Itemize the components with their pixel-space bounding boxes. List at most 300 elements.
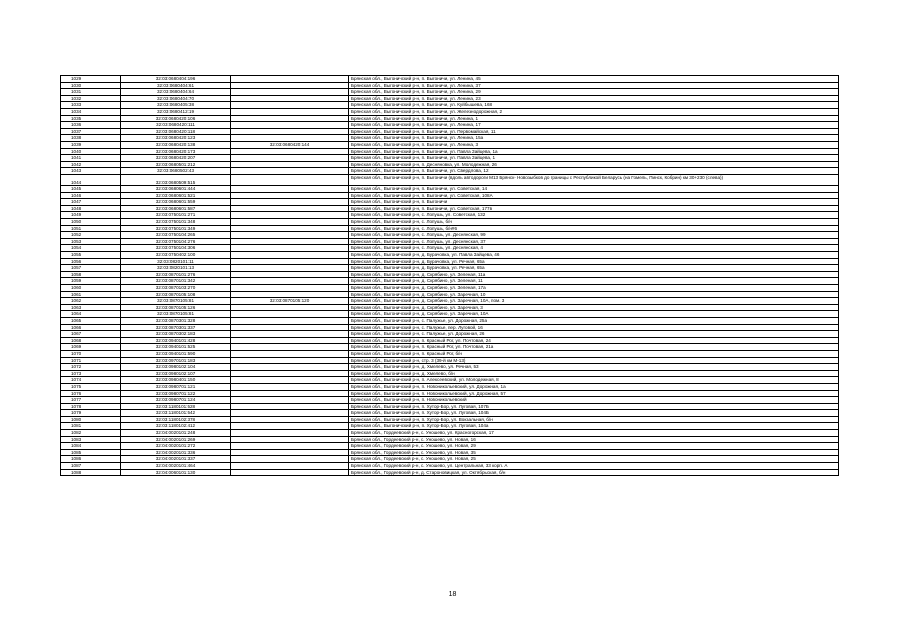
address-cell: Брянская обл., Выгоничский р-н, п. Выгоничи, ул. Советская, 14 xyxy=(349,186,839,193)
address-cell: Брянская обл., Выгоничский р-н, с. Лопушь, б/н#6 xyxy=(349,225,839,232)
cadastral-number-cell: 32:03:0680420:138 xyxy=(121,141,231,148)
address-cell: Брянская обл., Выгоничский р-н, д. Скрябино, ул. Зеленая, 11 xyxy=(349,278,839,285)
table-row xyxy=(61,298,839,305)
table-row xyxy=(61,76,839,83)
row-number-cell: 1079 xyxy=(61,410,121,417)
cadastral-number-cell: 32:03:0980401:150 xyxy=(121,377,231,384)
address-cell: Брянская обл., Выгоничский р-н, с. Лопушь, ул. Советская, 132 xyxy=(349,212,839,219)
row-number-cell: 1036 xyxy=(61,122,121,129)
cadastral-number-cell: 32:03:0940101:428 xyxy=(121,337,231,344)
previous-cadastral-number-cell xyxy=(231,115,349,122)
previous-cadastral-number-cell xyxy=(231,199,349,206)
row-number-cell: 1042 xyxy=(61,161,121,168)
address-cell: Брянская обл., Выгоничский р-н, п. Выгоничи xyxy=(349,199,839,206)
table-row xyxy=(61,265,839,272)
cadastral-number-cell: 32:03:0680405:38 xyxy=(121,102,231,109)
row-number-cell: 1049 xyxy=(61,212,121,219)
cadastral-number-cell: 32:03:0820101:13 xyxy=(121,265,231,272)
previous-cadastral-number-cell xyxy=(231,383,349,390)
table-row xyxy=(61,174,839,185)
address-cell: Брянская обл., Выгоничский р-н, п. Выгоничи, ул. Ленина, 23 xyxy=(349,95,839,102)
cadastral-number-cell: 32:03:0680420:173 xyxy=(121,148,231,155)
row-number-cell: 1063 xyxy=(61,304,121,311)
previous-cadastral-number-cell xyxy=(231,291,349,298)
previous-cadastral-number-cell xyxy=(231,410,349,417)
table-row xyxy=(61,463,839,470)
table-row xyxy=(61,148,839,155)
previous-cadastral-number-cell xyxy=(231,232,349,239)
row-number-cell: 1077 xyxy=(61,397,121,404)
cadastral-number-cell: 32:03:0750402:100 xyxy=(121,252,231,259)
row-number-cell: 1086 xyxy=(61,456,121,463)
row-number-cell: 1069 xyxy=(61,344,121,351)
row-number-cell: 1062 xyxy=(61,298,121,305)
address-cell: Брянская обл., Гордеевский р-н, с. Уношево, ул. Новая, 35 xyxy=(349,449,839,456)
address-cell: Брянская обл., Выгоничский р-н, п. Выгоничи, ул. Ленина, 3 xyxy=(349,141,839,148)
address-cell: Брянская обл., Выгоничский р-н, д. Бурачовка, ул. Речная, 65а xyxy=(349,258,839,265)
cadastral-number-cell: 32:04:0060101:130 xyxy=(121,469,231,476)
previous-cadastral-number-cell xyxy=(231,192,349,199)
address-cell: Брянская обл., Выгоничский р-н, д. Хмелево, б/н xyxy=(349,370,839,377)
address-cell: Брянская обл., Выгоничский р-н, п. Выгоничи, ул. Советская, 108А xyxy=(349,192,839,199)
address-cell: Брянская обл., Выгоничский р-н, д. Скрябино, ул. Зеленая, 17а xyxy=(349,285,839,292)
address-cell: Брянская обл., Выгоничский р-н, д. Скрябино, ул. Зеленая, 11а xyxy=(349,271,839,278)
table-row xyxy=(61,168,839,175)
address-cell: Брянская обл., Выгоничский р-н, п. Выгоничи, ул. Первомайская, 11 xyxy=(349,128,839,135)
table-row xyxy=(61,186,839,193)
previous-cadastral-number-cell xyxy=(231,122,349,129)
row-number-cell: 1082 xyxy=(61,430,121,437)
row-number-cell: 1034 xyxy=(61,108,121,115)
address-cell: Брянская обл., Гордеевский р-н, д. Староновицкая, ул. Октябрьская, б/н xyxy=(349,469,839,476)
table-row xyxy=(61,82,839,89)
cadastral-number-cell: 32:03:0750101:348 xyxy=(121,219,231,226)
row-number-cell: 1052 xyxy=(61,232,121,239)
row-number-cell: 1084 xyxy=(61,443,121,450)
previous-cadastral-number-cell xyxy=(231,258,349,265)
previous-cadastral-number-cell xyxy=(231,225,349,232)
table-row xyxy=(61,258,839,265)
cadastral-number-cell: 32:03:0940101:590 xyxy=(121,350,231,357)
table-row xyxy=(61,430,839,437)
cadastral-number-cell: 32:03:0680404:196 xyxy=(121,76,231,83)
previous-cadastral-number-cell xyxy=(231,469,349,476)
previous-cadastral-number-cell xyxy=(231,331,349,338)
previous-cadastral-number-cell xyxy=(231,155,349,162)
cadastral-number-cell: 32:03:0750104:276 xyxy=(121,238,231,245)
cadastral-number-cell: 32:03:0980102:107 xyxy=(121,370,231,377)
previous-cadastral-number-cell xyxy=(231,161,349,168)
row-number-cell: 1060 xyxy=(61,285,121,292)
row-number-cell: 1047 xyxy=(61,199,121,206)
cadastral-number-cell: 32:03:0680412:19 xyxy=(121,108,231,115)
table-row xyxy=(61,135,839,142)
address-cell: Брянская обл., Выгоничский р-н, с. Палужье, пер. Луговой, 16 xyxy=(349,324,839,331)
table-row xyxy=(61,423,839,430)
address-cell: Брянская обл., Выгоничский р-н, с. Лопушь, ул. Деснянская, 37 xyxy=(349,238,839,245)
row-number-cell: 1056 xyxy=(61,258,121,265)
table-row xyxy=(61,271,839,278)
cadastral-number-cell: 32:03:0870301:337 xyxy=(121,324,231,331)
table-row xyxy=(61,304,839,311)
address-cell: Брянская обл., Выгоничский р-н, стр. 3 (39-й км М-13) xyxy=(349,357,839,364)
table-row xyxy=(61,128,839,135)
address-cell: Брянская обл., Выгоничский р-н, п. Выгоничи, ул. Ленина, 1 xyxy=(349,115,839,122)
cadastral-number-cell: 32:03:0750101:271 xyxy=(121,212,231,219)
previous-cadastral-number-cell xyxy=(231,205,349,212)
row-number-cell: 1058 xyxy=(61,271,121,278)
address-cell: Брянская обл., Выгоничский р-н, п. Хутор-Бор, ул. Луговая, 104Б xyxy=(349,410,839,417)
row-number-cell: 1061 xyxy=(61,291,121,298)
row-number-cell: 1035 xyxy=(61,115,121,122)
address-cell: Брянская обл., Выгоничский р-н, п. Новоникольевский xyxy=(349,397,839,404)
cadastral-number-cell: 32:04:0020101:269 xyxy=(121,436,231,443)
previous-cadastral-number-cell xyxy=(231,337,349,344)
previous-cadastral-number-cell xyxy=(231,364,349,371)
cadastral-number-cell: 32:03:0680404:64 xyxy=(121,89,231,96)
cadastral-number-cell: 32:03:0980701:121 xyxy=(121,383,231,390)
previous-cadastral-number-cell xyxy=(231,102,349,109)
address-cell: Брянская обл., Выгоничский р-н, п. Красный Рог, ул. Почтовая, 21а xyxy=(349,344,839,351)
table-row xyxy=(61,212,839,219)
table-row xyxy=(61,357,839,364)
row-number-cell: 1037 xyxy=(61,128,121,135)
row-number-cell: 1055 xyxy=(61,252,121,259)
table-row xyxy=(61,225,839,232)
address-cell: Брянская обл., Гордеевский р-н, с. Уношево, ул. Центральная, 33 корп. А xyxy=(349,463,839,470)
cadastral-number-cell: 32:03:0820101:11 xyxy=(121,258,231,265)
previous-cadastral-number-cell xyxy=(231,430,349,437)
previous-cadastral-number-cell xyxy=(231,135,349,142)
table-row xyxy=(61,390,839,397)
row-number-cell: 1032 xyxy=(61,95,121,102)
previous-cadastral-number-cell xyxy=(231,344,349,351)
row-number-cell: 1039 xyxy=(61,141,121,148)
table-row xyxy=(61,377,839,384)
row-number-cell: 1081 xyxy=(61,423,121,430)
previous-cadastral-number-cell xyxy=(231,370,349,377)
previous-cadastral-number-cell xyxy=(231,463,349,470)
row-number-cell: 1067 xyxy=(61,331,121,338)
row-number-cell: 1030 xyxy=(61,82,121,89)
previous-cadastral-number-cell xyxy=(231,186,349,193)
cadastral-number-cell: 32:03:0680601:559 xyxy=(121,199,231,206)
row-number-cell: 1044 xyxy=(61,174,121,185)
address-cell: Брянская обл., Выгоничский р-н, п. Выгоничи, ул. Советская, 177в xyxy=(349,205,839,212)
address-cell: Брянская обл., Выгоничский р-н, с. Лопушь, б/н xyxy=(349,219,839,226)
previous-cadastral-number-cell: 32:03:0870105:120 xyxy=(231,298,349,305)
cadastral-number-cell: 32:03:0970101:183 xyxy=(121,357,231,364)
previous-cadastral-number-cell xyxy=(231,278,349,285)
row-number-cell: 1075 xyxy=(61,383,121,390)
table-row xyxy=(61,285,839,292)
cadastral-number-cell: 32:03:0680501:212 xyxy=(121,161,231,168)
cadastral-number-cell: 32:04:0020101:336 xyxy=(121,449,231,456)
row-number-cell: 1057 xyxy=(61,265,121,272)
table-row xyxy=(61,155,839,162)
cadastral-number-cell: 32:03:0750101:349 xyxy=(121,225,231,232)
previous-cadastral-number-cell xyxy=(231,271,349,278)
address-cell: Брянская обл., Выгоничский р-н, д. Скрябино, ул. Заречная, 3 xyxy=(349,304,839,311)
previous-cadastral-number-cell xyxy=(231,436,349,443)
row-number-cell: 1073 xyxy=(61,370,121,377)
address-cell: Брянская обл., Выгоничский р-н, п. Хутор-Бор, ул. Луговая, 104а xyxy=(349,423,839,430)
table-row xyxy=(61,337,839,344)
row-number-cell: 1065 xyxy=(61,317,121,324)
table-row xyxy=(61,456,839,463)
table-row xyxy=(61,403,839,410)
cadastral-number-cell: 32:03:0750104:306 xyxy=(121,245,231,252)
table-row xyxy=(61,370,839,377)
row-number-cell: 1040 xyxy=(61,148,121,155)
address-cell: Брянская обл., Выгоничский р-н, п. Выгоничи, ул. Железнодорожная, 2 xyxy=(349,108,839,115)
address-cell: Брянская обл., Выгоничский р-н, с. Лопушь, ул. Деснянская, 4 xyxy=(349,245,839,252)
address-cell: Брянская обл., Выгоничский р-н, с. Лопушь, ул. Деснянская, 99 xyxy=(349,232,839,239)
previous-cadastral-number-cell xyxy=(231,443,349,450)
table-row xyxy=(61,383,839,390)
row-number-cell: 1050 xyxy=(61,219,121,226)
table-row xyxy=(61,232,839,239)
previous-cadastral-number-cell xyxy=(231,95,349,102)
previous-cadastral-number-cell xyxy=(231,304,349,311)
cadastral-number-cell: 32:03:0680502:43 xyxy=(121,168,231,175)
address-cell: Брянская обл., Выгоничский р-н, п. Выгоничи (вдоль автодороги М13 Брянск- Новозыбков до границы с Республикой Беларусь (на Гомель, Пинск, Кобрин) км 30+230 (слева)) xyxy=(349,174,839,185)
cadastral-number-cell: 32:03:0870105:126 xyxy=(121,304,231,311)
row-number-cell: 1041 xyxy=(61,155,121,162)
previous-cadastral-number-cell xyxy=(231,456,349,463)
cadastral-number-cell: 32:03:0680420:123 xyxy=(121,135,231,142)
row-number-cell: 1070 xyxy=(61,350,121,357)
cadastral-number-cell: 32:03:0680601:521 xyxy=(121,192,231,199)
table-row xyxy=(61,161,839,168)
previous-cadastral-number-cell xyxy=(231,245,349,252)
table-row xyxy=(61,141,839,148)
cadastral-number-cell: 32:03:0680404:61 xyxy=(121,82,231,89)
row-number-cell: 1043 xyxy=(61,168,121,175)
table-row xyxy=(61,344,839,351)
row-number-cell: 1064 xyxy=(61,311,121,318)
row-number-cell: 1048 xyxy=(61,205,121,212)
cadastral-number-cell: 32:03:0680601:587 xyxy=(121,205,231,212)
row-number-cell: 1051 xyxy=(61,225,121,232)
previous-cadastral-number-cell xyxy=(231,403,349,410)
address-cell: Брянская обл., Выгоничский р-н, п. Красный Рог, ул. Почтовая, 24 xyxy=(349,337,839,344)
table-row xyxy=(61,364,839,371)
table-row xyxy=(61,449,839,456)
cadastral-number-cell: 32:03:0870101:276 xyxy=(121,271,231,278)
address-cell: Брянская обл., Выгоничский р-н, п. Выгоничи, ул. Куйбышева, 168 xyxy=(349,102,839,109)
cadastral-number-cell: 32:03:0680509:515 xyxy=(121,174,231,185)
table-row xyxy=(61,397,839,404)
cadastral-number-cell: 32:03:1180102:378 xyxy=(121,416,231,423)
address-cell: Брянская обл., Выгоничский р-н, д. Скрябино, ул. Заречная, 10А, пом. 3 xyxy=(349,298,839,305)
cadastral-number-cell: 32:03:1180102:412 xyxy=(121,423,231,430)
address-cell: Брянская обл., Выгоничский р-н, п. Выгоничи, ул. Павла Зайцева, 1а xyxy=(349,148,839,155)
previous-cadastral-number-cell xyxy=(231,252,349,259)
table-row xyxy=(61,416,839,423)
table-row xyxy=(61,443,839,450)
table-row xyxy=(61,108,839,115)
row-number-cell: 1078 xyxy=(61,403,121,410)
cadastral-number-cell: 32:03:0870302:183 xyxy=(121,331,231,338)
address-cell: Брянская обл., Выгоничский р-н, п. Красный Рог, б/н xyxy=(349,350,839,357)
address-cell: Брянская обл., Выгоничский р-н, п. Десняновка, ул. Молодежная, 26 xyxy=(349,161,839,168)
address-cell: Брянская обл., Выгоничский р-н, п. Хутор-Бор, ул. Луговая, 107Б xyxy=(349,403,839,410)
row-number-cell: 1045 xyxy=(61,186,121,193)
table-row xyxy=(61,219,839,226)
page-number: 18 xyxy=(448,591,457,598)
table-row xyxy=(61,469,839,476)
table-row xyxy=(61,410,839,417)
previous-cadastral-number-cell xyxy=(231,350,349,357)
address-cell: Брянская обл., Выгоничский р-н, п. Хутор-Бор, ул. Вокзальная, б/н xyxy=(349,416,839,423)
cadastral-number-cell: 32:03:0870101:342 xyxy=(121,278,231,285)
cadastral-number-cell: 32:04:0020101:337 xyxy=(121,456,231,463)
row-number-cell: 1068 xyxy=(61,337,121,344)
row-number-cell: 1085 xyxy=(61,449,121,456)
previous-cadastral-number-cell xyxy=(231,416,349,423)
cadastral-number-cell: 32:03:0680420:111 xyxy=(121,122,231,129)
row-number-cell: 1088 xyxy=(61,469,121,476)
table-row xyxy=(61,115,839,122)
address-cell: Брянская обл., Гордеевский р-н, с. Уношево, ул. Новая, 16 xyxy=(349,436,839,443)
previous-cadastral-number-cell xyxy=(231,82,349,89)
table-row xyxy=(61,331,839,338)
row-number-cell: 1087 xyxy=(61,463,121,470)
address-cell: Брянская обл., Выгоничский р-н, п. Выгоничи, ул. Свердлова, 12 xyxy=(349,168,839,175)
cadastral-number-cell: 32:03:0680404:70 xyxy=(121,95,231,102)
previous-cadastral-number-cell xyxy=(231,108,349,115)
table-row xyxy=(61,324,839,331)
address-cell: Брянская обл., Выгоничский р-н, п. Выгоничи, ул. Ленина, 15а xyxy=(349,135,839,142)
previous-cadastral-number-cell xyxy=(231,219,349,226)
previous-cadastral-number-cell xyxy=(231,285,349,292)
table-row xyxy=(61,102,839,109)
address-cell: Брянская обл., Выгоничский р-н, д. Бурачовка, ул. Павла Зайцева, 46 xyxy=(349,252,839,259)
cadastral-number-cell: 32:03:0680420:106 xyxy=(121,115,231,122)
table-row xyxy=(61,317,839,324)
row-number-cell: 1059 xyxy=(61,278,121,285)
previous-cadastral-number-cell xyxy=(231,76,349,83)
cadastral-number-cell: 32:03:0940101:525 xyxy=(121,344,231,351)
previous-cadastral-number-cell xyxy=(231,423,349,430)
previous-cadastral-number-cell xyxy=(231,357,349,364)
cadastral-number-cell: 32:03:0870105:81 xyxy=(121,311,231,318)
table-row xyxy=(61,311,839,318)
previous-cadastral-number-cell xyxy=(231,311,349,318)
address-cell: Брянская обл., Выгоничский р-н, п. Алексеевский, ул. Молодежная, 8 xyxy=(349,377,839,384)
row-number-cell: 1074 xyxy=(61,377,121,384)
row-number-cell: 1053 xyxy=(61,238,121,245)
table-row xyxy=(61,95,839,102)
previous-cadastral-number-cell xyxy=(231,397,349,404)
previous-cadastral-number-cell xyxy=(231,212,349,219)
row-number-cell: 1083 xyxy=(61,436,121,443)
row-number-cell: 1071 xyxy=(61,357,121,364)
row-number-cell: 1029 xyxy=(61,76,121,83)
row-number-cell: 1080 xyxy=(61,416,121,423)
previous-cadastral-number-cell xyxy=(231,89,349,96)
row-number-cell: 1038 xyxy=(61,135,121,142)
cadastral-number-cell: 32:03:0680420:207 xyxy=(121,155,231,162)
address-cell: Брянская обл., Выгоничский р-н, п. Выгоничи, ул. Ленина, 45 xyxy=(349,76,839,83)
previous-cadastral-number-cell xyxy=(231,148,349,155)
previous-cadastral-number-cell xyxy=(231,168,349,175)
table-row xyxy=(61,205,839,212)
previous-cadastral-number-cell xyxy=(231,265,349,272)
cadastral-number-cell: 32:03:0870105:108 xyxy=(121,291,231,298)
cadastral-number-cell: 32:03:0750104:265 xyxy=(121,232,231,239)
property-register-table xyxy=(60,75,839,476)
table-row xyxy=(61,199,839,206)
row-number-cell: 1072 xyxy=(61,364,121,371)
table-row xyxy=(61,89,839,96)
address-cell: Брянская обл., Выгоничский р-н, д. Скрябино, ул. Заречная, 10 xyxy=(349,291,839,298)
previous-cadastral-number-cell xyxy=(231,238,349,245)
cadastral-number-cell: 32:04:0020101:464 xyxy=(121,463,231,470)
address-cell: Брянская обл., Выгоничский р-н, п. Выгоничи, ул. Ленина, 37 xyxy=(349,82,839,89)
table-row xyxy=(61,278,839,285)
cadastral-number-cell: 32:03:0680420:118 xyxy=(121,128,231,135)
cadastral-number-cell: 32:03:1180101:528 xyxy=(121,403,231,410)
row-number-cell: 1076 xyxy=(61,390,121,397)
cadastral-number-cell: 32:03:1180101:542 xyxy=(121,410,231,417)
previous-cadastral-number-cell xyxy=(231,390,349,397)
row-number-cell: 1031 xyxy=(61,89,121,96)
table-row xyxy=(61,245,839,252)
address-cell: Брянская обл., Выгоничский р-н, с. Палужье, ул. Дорожная, 26 xyxy=(349,331,839,338)
address-cell: Брянская обл., Выгоничский р-н, с. Палужье, ул. Дорожная, 25а xyxy=(349,317,839,324)
previous-cadastral-number-cell xyxy=(231,128,349,135)
previous-cadastral-number-cell xyxy=(231,377,349,384)
cadastral-number-cell: 32:03:0980102:104 xyxy=(121,364,231,371)
cadastral-number-cell: 32:03:0870105:81 xyxy=(121,298,231,305)
address-cell: Брянская обл., Выгоничский р-н, д. Хмелево, ул. Речная, 53 xyxy=(349,364,839,371)
address-cell: Брянская обл., Выгоничский р-н, п. Новоникольевский, ул. Дорожная, 1а xyxy=(349,383,839,390)
address-cell: Брянская обл., Гордеевский р-н, с. Уношево, ул. Красногорская, 17 xyxy=(349,430,839,437)
address-cell: Брянская обл., Выгоничский р-н, д. Скрябино, ул. Заречная, 10А xyxy=(349,311,839,318)
previous-cadastral-number-cell: 32:03:0680420:144 xyxy=(231,141,349,148)
address-cell: Брянская обл., Гордеевский р-н, с. Уношево, ул. Новая, 29 xyxy=(349,443,839,450)
previous-cadastral-number-cell xyxy=(231,449,349,456)
cadastral-number-cell: 32:03:0680601:444 xyxy=(121,186,231,193)
address-cell: Брянская обл., Выгоничский р-н, п. Выгоничи, ул. Павла Зайцева, 1 xyxy=(349,155,839,162)
address-cell: Брянская обл., Выгоничский р-н, п. Новоникольевский, ул. Дорожная, 57 xyxy=(349,390,839,397)
row-number-cell: 1054 xyxy=(61,245,121,252)
address-cell: Брянская обл., Выгоничский р-н, д. Бурачовка, ул. Речная, 65а xyxy=(349,265,839,272)
table-row xyxy=(61,122,839,129)
previous-cadastral-number-cell xyxy=(231,324,349,331)
table-row xyxy=(61,192,839,199)
table-row xyxy=(61,252,839,259)
address-cell: Брянская обл., Выгоничский р-н, п. Выгоничи, ул. Ленина, 17 xyxy=(349,122,839,129)
cadastral-number-cell: 32:04:0020101:248 xyxy=(121,430,231,437)
cadastral-number-cell: 32:04:0020101:272 xyxy=(121,443,231,450)
table-row xyxy=(61,291,839,298)
row-number-cell: 1033 xyxy=(61,102,121,109)
previous-cadastral-number-cell xyxy=(231,317,349,324)
table-row xyxy=(61,436,839,443)
previous-cadastral-number-cell xyxy=(231,174,349,185)
table-row xyxy=(61,350,839,357)
row-number-cell: 1046 xyxy=(61,192,121,199)
cadastral-number-cell: 32:03:0870103:270 xyxy=(121,285,231,292)
row-number-cell: 1066 xyxy=(61,324,121,331)
cadastral-number-cell: 32:03:0980701:122 xyxy=(121,390,231,397)
address-cell: Брянская обл., Гордеевский р-н, с. Уношево, ул. Новая, 25 xyxy=(349,456,839,463)
address-cell: Брянская обл., Выгоничский р-н, п. Выгоничи, ул. Ленина, 29 xyxy=(349,89,839,96)
cadastral-number-cell: 32:03:0980701:124 xyxy=(121,397,231,404)
